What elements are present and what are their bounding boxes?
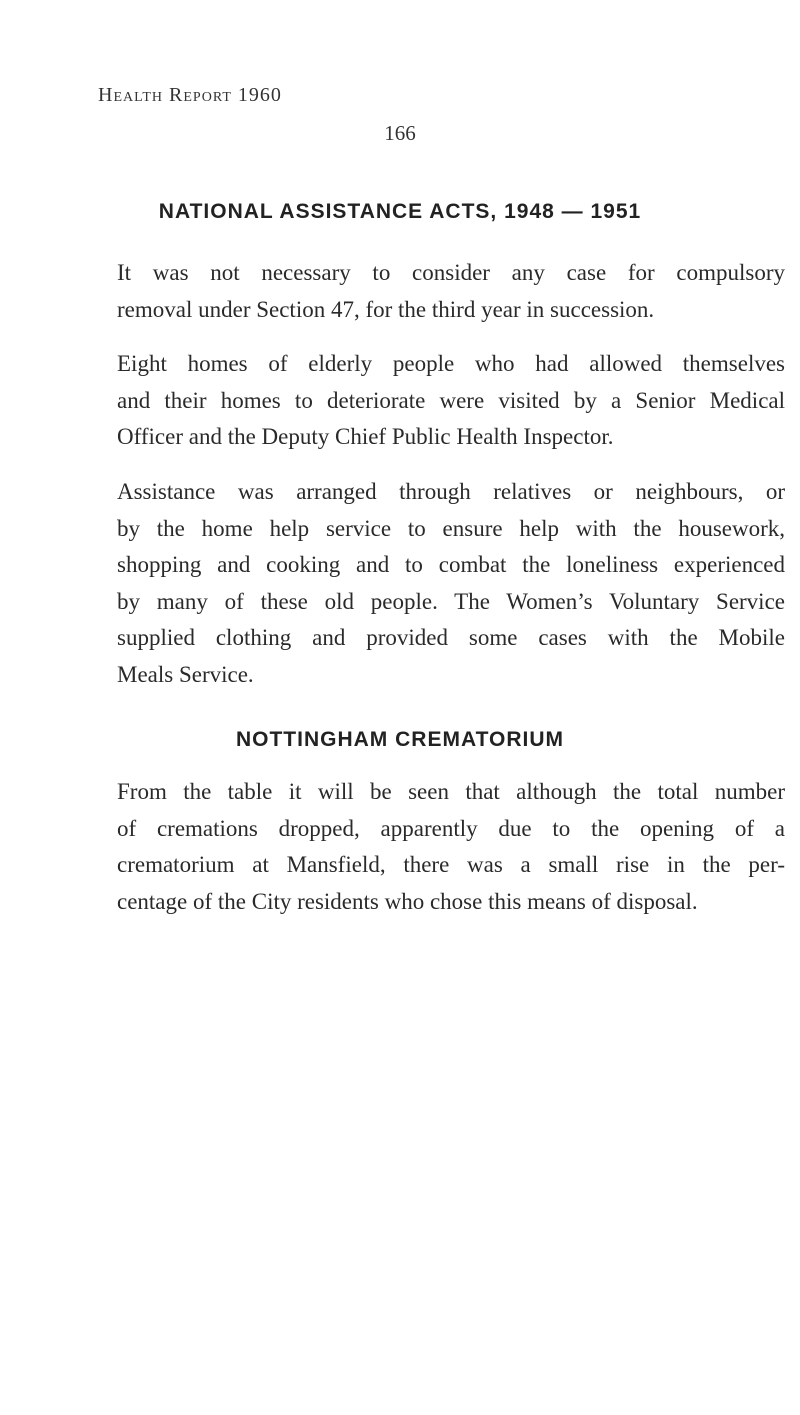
paragraph-elderly-homes — [117, 346, 785, 456]
text-line: Assistance was arranged through relatives or neighbours, or — [117, 479, 785, 504]
text-line: Officer and the Deputy Chief Public Health Inspector. — [117, 424, 614, 450]
text-line: It was not necessary to consider any case for compulsory — [117, 260, 785, 285]
text-line: of cremations dropped, apparently due to the opening of a — [117, 815, 785, 841]
paragraph-compulsory-removal — [117, 255, 785, 328]
text-line: crematorium at Mansfield, there was a small rise in the per- — [117, 852, 785, 878]
section-heading-national-assistance: NATIONAL ASSISTANCE ACTS, 1948 — 1951 — [158, 200, 642, 223]
text-line: shopping and cooking and to combat the loneliness experienced — [117, 552, 785, 578]
paragraph-assistance — [117, 474, 785, 694]
paragraph-cremations — [117, 774, 785, 920]
page-number: 166 — [384, 121, 416, 145]
text-line: supplied clothing and provided some cases with the Mobile — [117, 625, 785, 651]
text-line: by the home help service to ensure help with the housework, — [117, 515, 785, 541]
section-heading-crematorium: NOTTINGHAM CREMATORIUM — [235, 728, 565, 751]
text-line: From the table it will be seen that although the total number — [117, 779, 785, 804]
text-line: centage of the City residents who chose this means of disposal. — [117, 888, 698, 914]
text-line: by many of these old people. The Women’s Voluntary Service — [117, 588, 785, 614]
text-line: Eight homes of elderly people who had allowed themselves — [117, 351, 785, 376]
text-line: Meals Service. — [117, 661, 254, 687]
text-line: and their homes to deteriorate were visited by a Senior Medical — [117, 387, 785, 413]
running-title: Health Report 1960 — [98, 84, 282, 106]
text-line: removal under Section 47, for the third year in succession. — [117, 296, 655, 322]
